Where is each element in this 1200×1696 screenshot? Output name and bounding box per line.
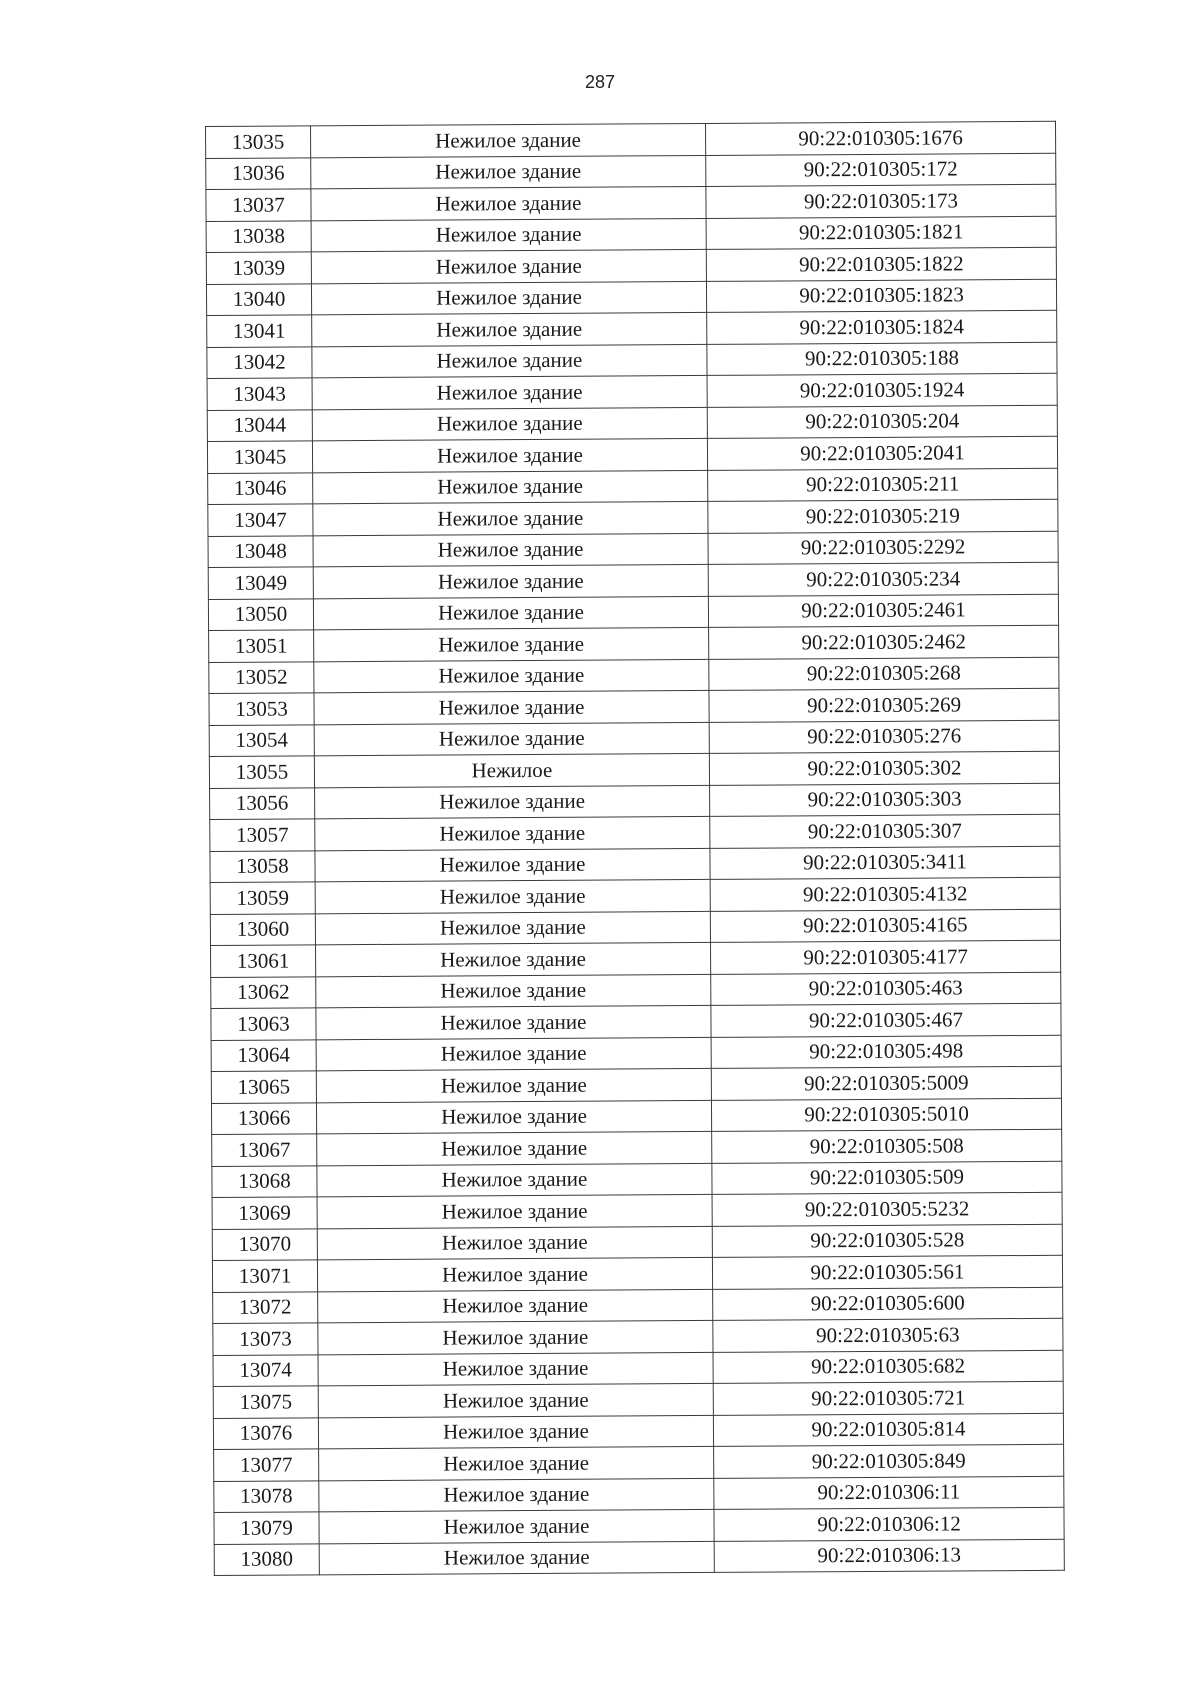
table-row [213,1350,1063,1387]
cadastral-number-cell: 90:22:010306:11 [714,1476,1064,1510]
row-number-cell: 13077 [214,1449,319,1481]
object-type-cell: Нежилое здание [312,375,707,409]
cadastral-number-cell: 90:22:010305:5232 [712,1192,1062,1226]
row-number-cell: 13059 [210,882,315,914]
row-number-cell: 13065 [211,1071,316,1103]
object-type-cell: Нежилое здание [311,123,706,157]
table-row [210,846,1060,883]
object-type-cell: Нежилое здание [317,1226,712,1260]
table-row [212,1224,1062,1261]
cadastral-number-cell: 90:22:010305:467 [711,1003,1061,1037]
row-number-cell: 13063 [211,1008,316,1040]
table-row [210,814,1060,851]
object-type-cell: Нежилое здание [318,1320,713,1354]
row-number-cell: 13074 [213,1354,318,1386]
row-number-cell: 13039 [206,252,311,284]
cadastral-number-cell: 90:22:010305:2462 [709,625,1059,659]
object-type-cell: Нежилое здание [314,690,709,724]
object-type-cell: Нежилое здание [315,911,710,945]
object-type-cell: Нежилое здание [317,1257,712,1291]
cadastral-number-cell: 90:22:010305:1823 [706,279,1056,313]
cadastral-number-cell: 90:22:010305:63 [713,1318,1063,1352]
row-number-cell: 13048 [208,535,313,567]
row-number-cell: 13060 [210,913,315,945]
table-row [208,562,1058,599]
cadastral-number-cell: 90:22:010305:1676 [705,121,1055,155]
row-number-cell: 13079 [214,1512,319,1544]
object-type-cell: Нежилое здание [313,564,708,598]
table-row [206,153,1056,190]
cadastral-number-cell: 90:22:010305:814 [713,1413,1063,1447]
cadastral-number-cell: 90:22:010305:721 [713,1381,1063,1415]
cadastral-number-cell: 90:22:010305:2461 [708,594,1058,628]
row-number-cell: 13055 [209,756,314,788]
table-row [211,940,1061,977]
row-number-cell: 13052 [209,661,314,693]
cadastral-number-cell: 90:22:010305:1824 [707,310,1057,344]
row-number-cell: 13069 [212,1197,317,1229]
table-row [214,1444,1064,1481]
table-row [213,1287,1063,1324]
cadastral-number-cell: 90:22:010305:463 [711,972,1061,1006]
table-row [212,1129,1062,1166]
table-row [208,594,1058,631]
cadastral-number-cell: 90:22:010305:600 [713,1287,1063,1321]
object-type-cell: Нежилое здание [319,1478,714,1512]
object-type-cell: Нежилое [314,753,709,787]
cadastral-number-cell: 90:22:010305:1821 [706,216,1056,250]
object-type-cell: Нежилое здание [315,879,710,913]
cadastral-number-cell: 90:22:010305:234 [708,562,1058,596]
object-type-cell: Нежилое здание [317,1194,712,1228]
object-type-cell: Нежилое здание [311,249,706,283]
table-row [207,436,1057,473]
row-number-cell: 13042 [207,346,312,378]
table-row [210,783,1060,820]
cadastral-number-cell: 90:22:010305:204 [707,405,1057,439]
table-row [207,405,1057,442]
object-type-cell: Нежилое здание [313,501,708,535]
cadastral-number-cell: 90:22:010305:849 [714,1444,1064,1478]
cadastral-number-cell: 90:22:010305:211 [708,468,1058,502]
row-number-cell: 13058 [210,850,315,882]
table-row [206,247,1056,284]
row-number-cell: 13036 [206,157,311,189]
row-number-cell: 13047 [208,504,313,536]
object-type-cell: Нежилое здание [311,281,706,315]
table-row [212,1192,1062,1229]
object-type-cell: Нежилое здание [315,848,710,882]
table-row [207,373,1057,410]
object-type-cell: Нежилое здание [316,1100,711,1134]
table-row [211,1098,1061,1135]
cadastral-number-cell: 90:22:010305:3411 [710,846,1060,880]
object-type-cell: Нежилое здание [313,470,708,504]
row-number-cell: 13061 [211,945,316,977]
cadastral-number-cell: 90:22:010305:2041 [707,436,1057,470]
table-row [210,877,1060,914]
row-number-cell: 13062 [211,976,316,1008]
object-type-cell: Нежилое здание [316,1037,711,1071]
cadastral-number-cell: 90:22:010305:4165 [710,909,1060,943]
cadastral-number-cell: 90:22:010305:173 [706,184,1056,218]
cadastral-number-cell: 90:22:010305:561 [712,1255,1062,1289]
object-type-cell: Нежилое здание [314,659,709,693]
cadastral-number-cell: 90:22:010305:5009 [711,1066,1061,1100]
cadastral-number-cell: 90:22:010305:498 [711,1035,1061,1069]
table-row [206,184,1056,221]
table-row [213,1318,1063,1355]
row-number-cell: 13050 [208,598,313,630]
object-type-cell: Нежилое здание [318,1383,713,1417]
cadastral-number-cell: 90:22:010305:307 [710,814,1060,848]
object-type-cell: Нежилое здание [313,596,708,630]
row-number-cell: 13037 [206,189,311,221]
table-row [211,1066,1061,1103]
cadastral-number-cell: 90:22:010305:269 [709,688,1059,722]
row-number-cell: 13040 [206,283,311,315]
table-row [212,1255,1062,1292]
row-number-cell: 13041 [207,315,312,347]
cadastral-number-cell: 90:22:010305:303 [710,783,1060,817]
table-row [214,1476,1064,1513]
row-number-cell: 13070 [212,1228,317,1260]
table-row [207,342,1057,379]
row-number-cell: 13076 [213,1417,318,1449]
table-row [206,121,1056,158]
row-number-cell: 13051 [209,630,314,662]
cadastral-number-cell: 90:22:010305:4132 [710,877,1060,911]
row-number-cell: 13068 [212,1165,317,1197]
row-number-cell: 13066 [211,1102,316,1134]
table-row [209,657,1059,694]
object-type-cell: Нежилое здание [311,155,706,189]
table-row [213,1381,1063,1418]
row-number-cell: 13078 [214,1480,319,1512]
cadastral-number-cell: 90:22:010305:2292 [708,531,1058,565]
object-type-cell: Нежилое здание [317,1163,712,1197]
cadastral-number-cell: 90:22:010306:13 [714,1539,1064,1573]
object-type-cell: Нежилое здание [317,1131,712,1165]
table-row [206,216,1056,253]
object-type-cell: Нежилое здание [312,407,707,441]
cadastral-number-cell: 90:22:010305:682 [713,1350,1063,1384]
row-number-cell: 13049 [208,567,313,599]
table-row [208,499,1058,536]
object-type-cell: Нежилое здание [312,438,707,472]
table-row [210,909,1060,946]
object-type-cell: Нежилое здание [311,186,706,220]
object-type-cell: Нежилое здание [315,785,710,819]
row-number-cell: 13075 [213,1386,318,1418]
table-row [214,1507,1064,1544]
row-number-cell: 13056 [210,787,315,819]
object-type-cell: Нежилое здание [319,1446,714,1480]
table-row [209,751,1059,788]
object-type-cell: Нежилое здание [319,1509,714,1543]
cadastral-number-cell: 90:22:010305:5010 [711,1098,1061,1132]
object-type-cell: Нежилое здание [314,722,709,756]
registry-table [205,121,1065,1576]
cadastral-number-cell: 90:22:010305:1822 [706,247,1056,281]
object-type-cell: Нежилое здание [318,1289,713,1323]
cadastral-number-cell: 90:22:010305:302 [709,751,1059,785]
row-number-cell: 13080 [214,1543,319,1575]
object-type-cell: Нежилое здание [316,974,711,1008]
cadastral-number-cell: 90:22:010305:276 [709,720,1059,754]
object-type-cell: Нежилое здание [311,218,706,252]
row-number-cell: 13045 [207,441,312,473]
cadastral-number-cell: 90:22:010305:1924 [707,373,1057,407]
row-number-cell: 13064 [211,1039,316,1071]
object-type-cell: Нежилое здание [316,942,711,976]
cadastral-number-cell: 90:22:010305:4177 [710,940,1060,974]
table-row [211,1035,1061,1072]
row-number-cell: 13072 [213,1291,318,1323]
page-number: 287 [584,72,616,92]
registry-table-body [206,121,1065,1575]
row-number-cell: 13053 [209,693,314,725]
table-row [213,1413,1063,1450]
row-number-cell: 13073 [213,1323,318,1355]
object-type-cell: Нежилое здание [312,344,707,378]
object-type-cell: Нежилое здание [316,1005,711,1039]
row-number-cell: 13067 [212,1134,317,1166]
row-number-cell: 13038 [206,220,311,252]
table-row [209,720,1059,757]
cadastral-number-cell: 90:22:010305:508 [712,1129,1062,1163]
object-type-cell: Нежилое здание [319,1541,714,1575]
row-number-cell: 13071 [212,1260,317,1292]
row-number-cell: 13054 [209,724,314,756]
row-number-cell: 13046 [208,472,313,504]
object-type-cell: Нежилое здание [314,627,709,661]
cadastral-number-cell: 90:22:010305:268 [709,657,1059,691]
cadastral-number-cell: 90:22:010305:172 [706,153,1056,187]
table-row [208,468,1058,505]
object-type-cell: Нежилое здание [318,1415,713,1449]
cadastral-number-cell: 90:22:010305:188 [707,342,1057,376]
table-row [207,310,1057,347]
object-type-cell: Нежилое здание [313,533,708,567]
row-number-cell: 13035 [206,126,311,158]
table-row [208,531,1058,568]
cadastral-number-cell: 90:22:010305:528 [712,1224,1062,1258]
cadastral-number-cell: 90:22:010305:509 [712,1161,1062,1195]
object-type-cell: Нежилое здание [318,1352,713,1386]
row-number-cell: 13057 [210,819,315,851]
table-row [211,972,1061,1009]
object-type-cell: Нежилое здание [315,816,710,850]
cadastral-number-cell: 90:22:010306:12 [714,1507,1064,1541]
cadastral-number-cell: 90:22:010305:219 [708,499,1058,533]
table-row [211,1003,1061,1040]
table-row [209,625,1059,662]
table-row [206,279,1056,316]
object-type-cell: Нежилое здание [316,1068,711,1102]
object-type-cell: Нежилое здание [312,312,707,346]
table-row [212,1161,1062,1198]
table-row [214,1539,1064,1576]
table-row [209,688,1059,725]
row-number-cell: 13044 [207,409,312,441]
row-number-cell: 13043 [207,378,312,410]
